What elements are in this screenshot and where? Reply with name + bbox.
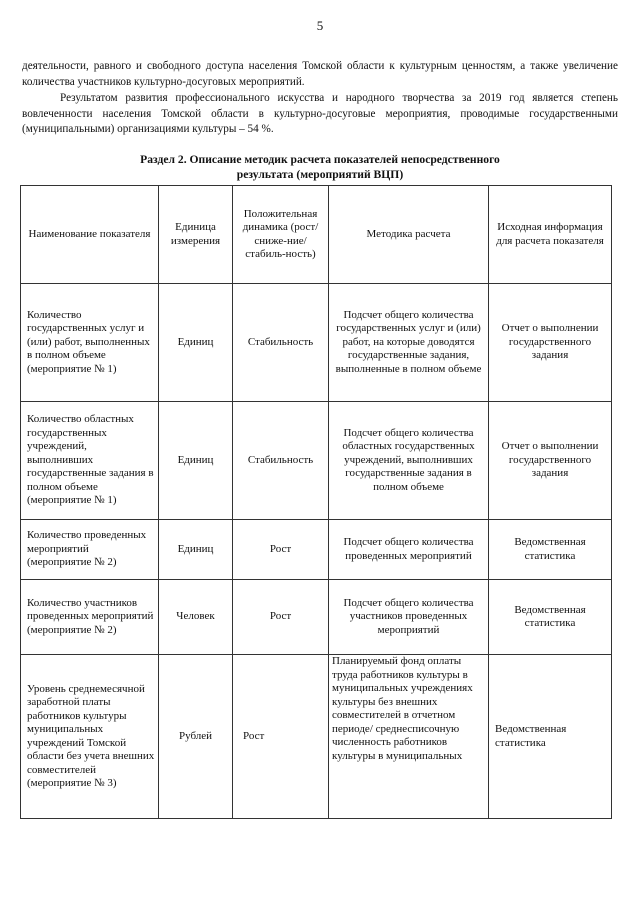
row-3-name: Количество проведенных мероприятий (мероприятие № 2)	[21, 520, 159, 580]
row-4-source: Ведомственная статистика	[489, 580, 612, 655]
row-5-unit: Рублей	[159, 655, 233, 819]
row-5-name: Уровень среднемесячной заработной платы работников культуры муниципальных учреждений Томской области без учета внешних совместителей (мероприятие № 3)	[21, 655, 159, 819]
row-2-unit: Единиц	[159, 402, 233, 520]
header-method: Методика расчета	[329, 186, 489, 284]
row-1-method: Подсчет общего количества государственных услуг и (или) работ, на которые доводятся государственные задания, выполненные в полном объеме	[329, 284, 489, 402]
intro-paragraph-continued: деятельности, равного и свободного доступа населения Томской области к культурным ценностям, а также увеличение количества участников культурно-досуговых мероприятий.	[22, 60, 618, 88]
header-source: Исходная информация для расчета показателя	[489, 186, 612, 284]
row-4-name: Количество участников проведенных мероприятий (мероприятие № 2)	[21, 580, 159, 655]
table-row	[21, 284, 612, 402]
row-1-name: Количество государственных услуг и (или) работ, выполненных в полном объеме (мероприятие № 1)	[21, 284, 159, 402]
row-3-source: Ведомственная статистика	[489, 520, 612, 580]
table-row	[21, 580, 612, 655]
page-number: 5	[316, 18, 324, 33]
row-5-source: Ведомственная статистика	[489, 655, 612, 819]
row-2-method: Подсчет общего количества областных государственных учреждений, выполнивших государственные задания в полном объеме	[329, 402, 489, 520]
row-3-dynamics: Рост	[233, 520, 329, 580]
table-row	[21, 520, 612, 580]
row-4-unit: Человек	[159, 580, 233, 655]
row-4-method: Подсчет общего количества участников проведенных мероприятий	[329, 580, 489, 655]
header-dynamics: Положительная динамика (рост/сниже-ние/стабиль-ность)	[233, 186, 329, 284]
row-1-dynamics: Стабильность	[233, 284, 329, 402]
result-paragraph: Результатом развития профессионального искусства и народного творчества за 2019 год является степень вовлеченности населения Томской области в культурно-досуговые мероприятия, проводимые государственными (муниципальными) организациями культуры – 54 %.	[22, 92, 618, 135]
row-1-source: Отчет о выполнении государственного задания	[489, 284, 612, 402]
table-row	[21, 655, 612, 819]
row-5-method: Планируемый фонд оплаты труда работников культуры в муниципальных учреждениях культуры без внешних совместителей в отчетном периоде/ среднесписочную численность работников культуры в муниципальных	[329, 655, 489, 819]
section-title	[80, 152, 560, 182]
row-5-dynamics: Рост	[233, 655, 329, 819]
table-header-row	[21, 186, 612, 284]
row-2-dynamics: Стабильность	[233, 402, 329, 520]
row-4-dynamics: Рост	[233, 580, 329, 655]
section-title-line-1: Раздел 2. Описание методик расчета показателей непосредственного	[140, 153, 500, 166]
row-3-method: Подсчет общего количества проведенных мероприятий	[329, 520, 489, 580]
section-title-line-2: результата (мероприятий ВЦП)	[236, 168, 404, 181]
indicators-table	[20, 185, 612, 819]
row-2-source: Отчет о выполнении государственного задания	[489, 402, 612, 520]
row-3-unit: Единиц	[159, 520, 233, 580]
row-2-name: Количество областных государственных учреждений, выполнивших государственные задания в полном объеме (мероприятие № 1)	[21, 402, 159, 520]
row-1-unit: Единиц	[159, 284, 233, 402]
table-row	[21, 402, 612, 520]
header-unit: Единица измерения	[159, 186, 233, 284]
header-name: Наименование показателя	[21, 186, 159, 284]
